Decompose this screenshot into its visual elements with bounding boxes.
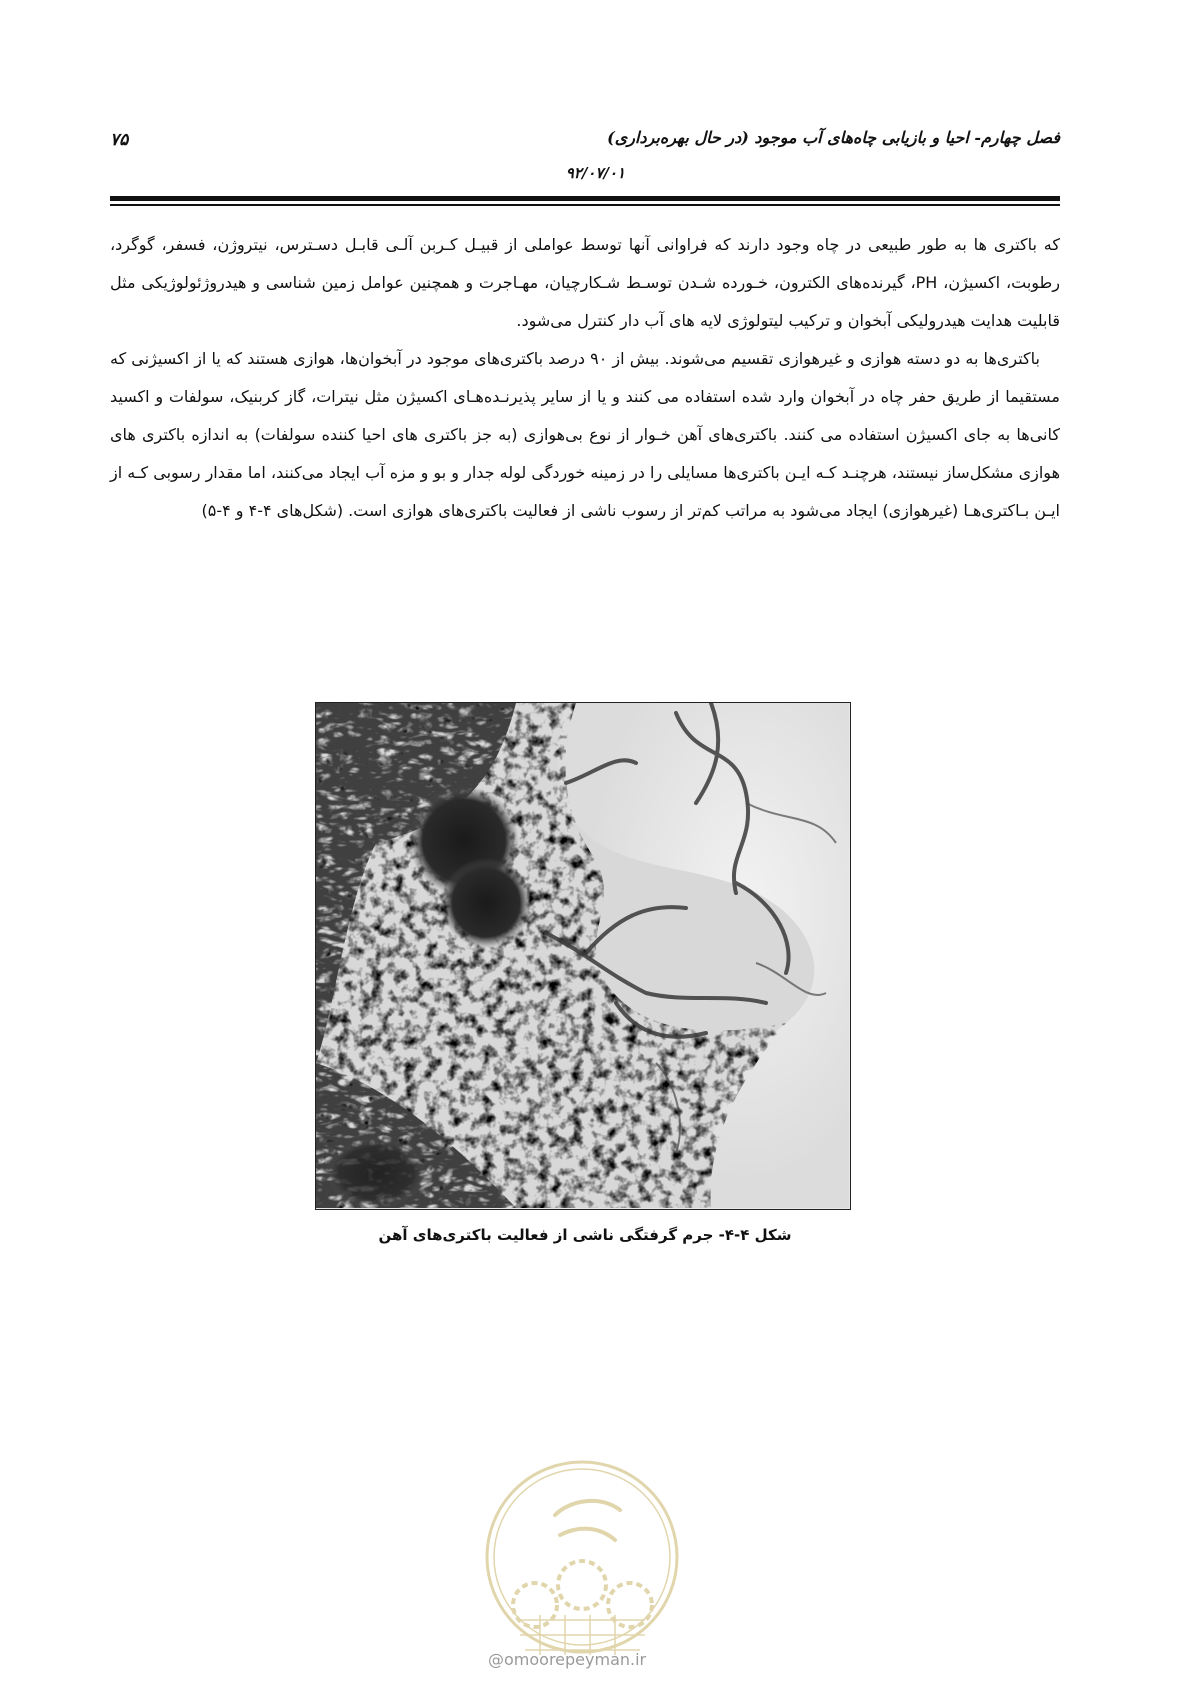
paragraph-bacteria-factors: که باکتری ها به طور طبیعی در چاه وجود دارند که فراوانی آنها توسط عواملی از قبیـل کـربن آلـی قابـل دسـترس، نیتروژن، فسفر، گوگرد، رطوبت، اکسیژن، PH، گیرنده‌های الکترون، خـورده شـدن توسـط شـکارچیان، مهـاجرت و همچنین عوامل زمین شناسی و هیدروژئولوژیکی مثل قابلیت هدایت هیدرولیکی آبخوان و ترکیب لیتولوژی لایه های آب دار کنترل می‌شود. xyxy=(110,235,1060,330)
body-text xyxy=(110,226,1060,530)
revision-date: ۹۲/۰۷/۰۱ xyxy=(565,164,625,182)
micrograph-image xyxy=(316,703,849,1208)
figure-caption: شکل ۴-۴- جرم گرفتگی ناشی از فعالیت باکتری‌های آهن xyxy=(378,1226,792,1244)
page-number: ۷۵ xyxy=(110,130,129,150)
chapter-title: فصل چهارم- احیا و بازیابی چاه‌های آب موجود (در حال بهره‌برداری) xyxy=(607,128,1060,147)
header-rule-thick xyxy=(110,196,1060,201)
watermark-url: @omoorepeyman.ir xyxy=(488,1650,647,1669)
page-header xyxy=(110,128,1060,198)
figure-micrograph xyxy=(315,702,851,1210)
paragraph-aerobic-anaerobic: باکتری‌ها به دو دسته هوازی و غیرهوازی تقسیم می‌شوند. بیش از ۹۰ درصد باکتری‌های موجود در آبخوان‌ها، هوازی هستند که یا از اکسیژنی که مستقیما از طریق حفر چاه در آبخوان وارد شده استفاده می کنند و یا از سایر پذیرنـده‌هـای اکسیژن مثل نیترات، گاز کربنیک، سولفات و اکسید کانی‌ها به جای اکسیژن استفاده می کنند. باکتری‌های آهن خـوار از نوع بی‌هوازی (به جز باکتری های احیا کننده سولفات) به اندازه باکتری های هوازی مشکل‌ساز نیستند، هرچنـد کـه ایـن باکتری‌ها مسایلی را در زمینه خوردگی لوله جدار و بو و مزه آب ایجاد می‌کنند، اما مقدار رسوبی کـه از ایـن بـاکتری‌هـا (غیرهوازی) ایجاد می‌شود به مراتب کم‌تر از رسوب ناشی از فعالیت باکتری‌های هوازی است. (شکل‌های ۴-۴ و ۴-۵) xyxy=(110,349,1060,520)
header-rule-thin xyxy=(110,204,1060,206)
